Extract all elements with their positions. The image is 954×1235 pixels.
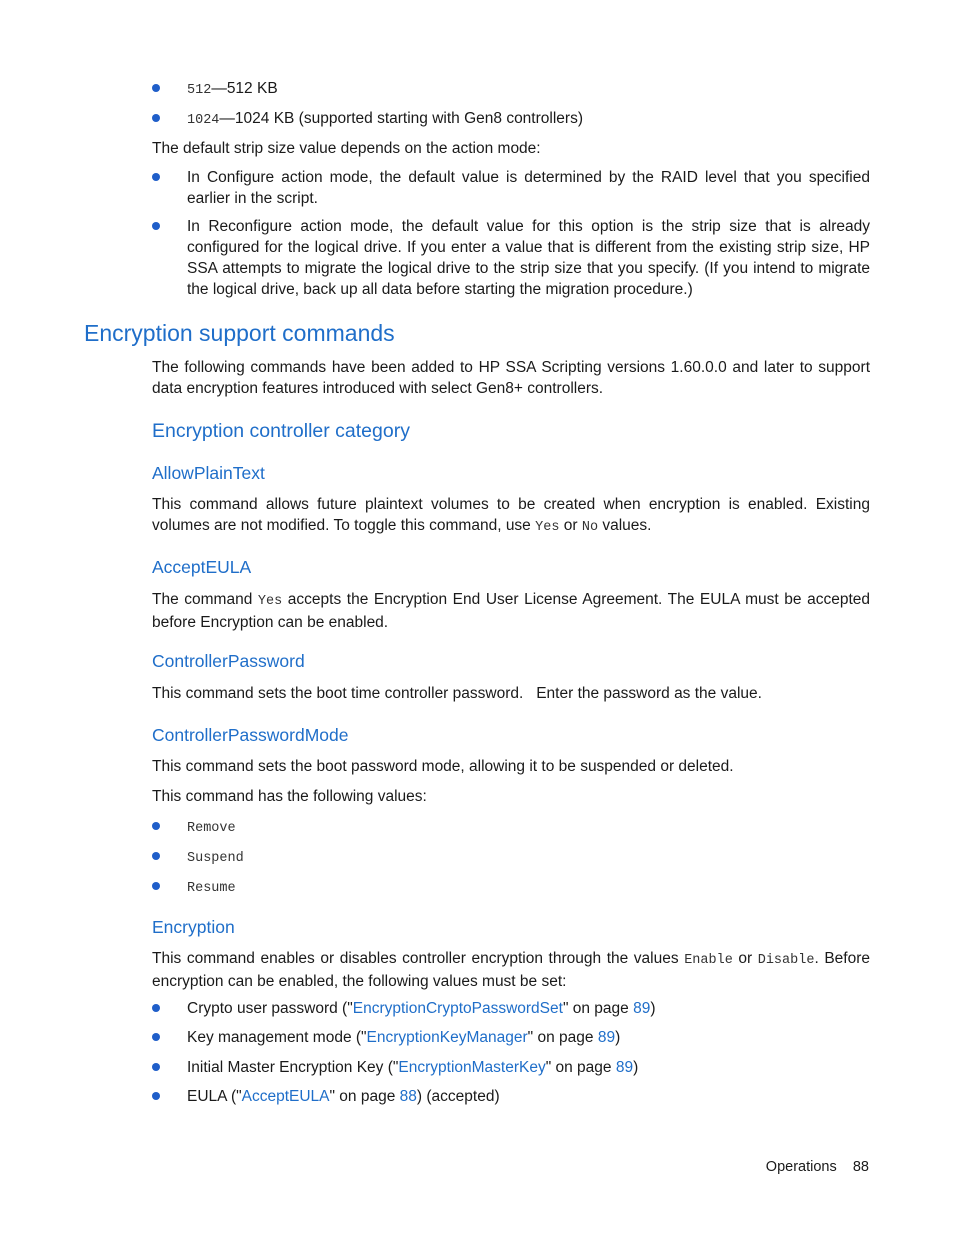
list-item-text: ) [650,1000,656,1017]
bullet-icon [152,1004,160,1012]
paragraph-text: This command allows future plaintext volumes to be created when encryption is enabled. Existing volumes are not modified. To toggle this command, use [152,496,870,534]
bullet-icon [152,1063,160,1071]
command-heading: ControllerPassword [152,651,305,671]
code-value: Yes [535,520,560,535]
list-item-text: —512 KB [211,80,278,97]
list-item-text: Initial Master Encryption Key (" [187,1059,399,1076]
list-item-text: ) [633,1059,639,1076]
paragraph: The following commands have been added to HP SSA Scripting versions 1.60.0.0 and later to support data encryption features introduced with select Gen8+ controllers. [152,359,870,397]
paragraph-text: or [559,517,582,534]
paragraph: This command sets the boot time controller password. Enter the password as the value. [152,685,762,702]
page-link[interactable]: 89 [615,1059,634,1076]
cross-reference-link[interactable]: EncryptionCryptoPasswordSet [352,1000,563,1017]
list-item [187,876,870,899]
paragraph [152,589,870,633]
paragraph-text: values. [598,517,652,534]
list-item-text: " on page [329,1088,400,1105]
bullet-icon [152,173,160,181]
page-number: 88 [852,1159,869,1175]
code-value: Suspend [187,851,244,866]
paragraph-text: . Before encryption can be enabled, the following values must be set: [152,950,870,990]
command-heading: ControllerPasswordMode [152,725,349,745]
paragraph [152,948,870,992]
cross-reference-link[interactable]: AcceptEULA [241,1088,330,1105]
code-value: Yes [257,594,283,609]
list-item-text: Crypto user password (" [187,1000,353,1017]
page-link[interactable]: 89 [633,1000,651,1017]
command-heading: AllowPlainText [152,463,265,483]
bullet-icon [152,84,160,92]
list-item: In Reconfigure action mode, the default value for this option is the strip size that is already configured for the logical drive. If you enter a value that is different from the existing strip size, HP SSA attempts to migrate the logical drive to the strip size that you specify. (If you intend to migrate the logical drive, back up all data before starting the migration procedure.) [187,218,870,298]
cross-reference-link[interactable]: EncryptionKeyManager [366,1029,528,1046]
paragraph: This command sets the boot password mode, allowing it to be suspended or deleted. [152,758,734,775]
code-value: Remove [187,821,236,836]
bullet-icon [152,114,160,122]
code-value: Resume [187,881,236,896]
list-item-text: " on page [545,1059,616,1076]
list-item [187,846,870,869]
subsection-heading: Encryption controller category [152,420,410,442]
bullet-icon [152,1033,160,1041]
cross-reference-link[interactable]: EncryptionMasterKey [398,1059,546,1076]
list-item-text: EULA (" [187,1088,242,1105]
code-value: 1024 [187,113,220,128]
footer-section: Operations [765,1159,837,1175]
list-item [187,1057,870,1078]
bullet-icon [152,882,160,890]
list-item [187,1086,870,1107]
list-item [187,78,870,101]
paragraph: This command has the following values: [152,788,427,805]
bullet-icon [152,852,160,860]
list-item [187,998,870,1019]
bullet-icon [152,822,160,830]
list-item [187,108,870,131]
list-item-text: —1024 KB (supported starting with Gen8 controllers) [219,110,583,127]
paragraph-text: accepts the Encryption End User License Agreement. The EULA must be accepted before Encryption can be enabled. [152,591,870,631]
section-heading: Encryption support commands [84,320,395,346]
list-item-text: " on page [527,1029,598,1046]
command-heading: Encryption [152,917,235,937]
bullet-icon [152,1092,160,1100]
list-item [187,816,870,839]
page-footer [766,1159,869,1175]
paragraph-text: The command [152,591,258,608]
paragraph: The default strip size value depends on the action mode: [152,140,541,157]
paragraph-text: or [732,950,758,967]
paragraph-text: This command enables or disables controller encryption through the values [152,950,685,967]
list-item: In Configure action mode, the default value is determined by the RAID level that you specified earlier in the script. [187,169,870,207]
code-value: Disable [757,953,815,968]
code-value: Enable [684,953,733,968]
list-item-text: ) (accepted) [416,1088,500,1105]
list-item-text: ) [615,1029,621,1046]
list-item-text: Key management mode (" [187,1029,367,1046]
code-value: 512 [187,83,212,98]
command-heading: AcceptEULA [152,557,252,577]
page-link[interactable]: 88 [399,1088,417,1105]
paragraph [152,494,870,538]
bullet-icon [152,222,160,230]
code-value: No [581,520,599,535]
list-item-text: " on page [562,1000,634,1017]
page-link[interactable]: 89 [597,1029,616,1046]
list-item [187,1027,870,1048]
